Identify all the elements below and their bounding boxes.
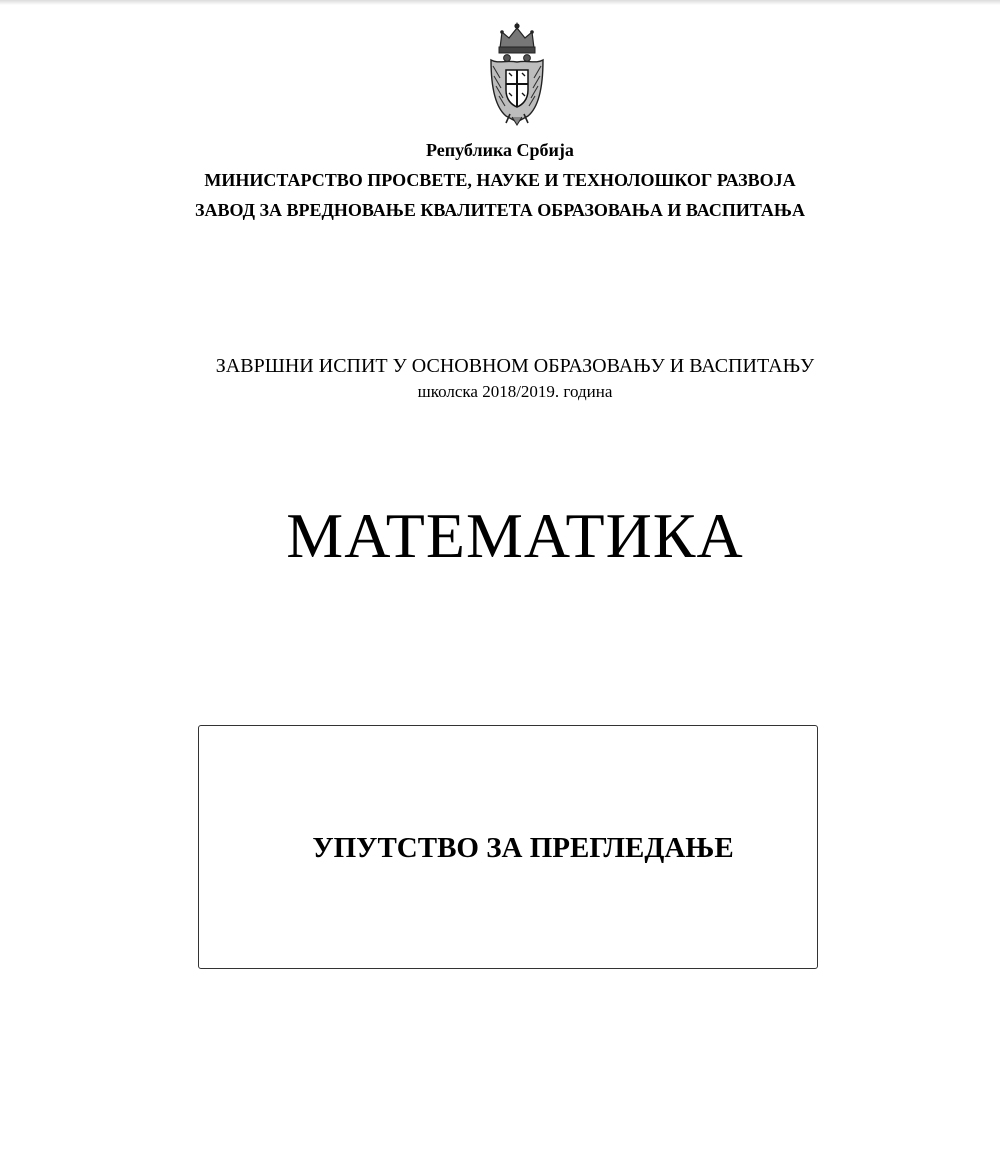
- serbian-coat-of-arms-icon: [486, 22, 548, 126]
- school-year: школска 2018/2019. година: [417, 382, 613, 401]
- ministry-name: МИНИСТАРСТВО ПРОСВЕТЕ, НАУКЕ И ТЕХНОЛОШКОГ РАЗВОЈА: [204, 170, 796, 190]
- instructions-box: [198, 725, 818, 969]
- exam-title: ЗАВРШНИ ИСПИТ У ОСНОВНОМ ОБРАЗОВАЊУ И ВАСПИТАЊУ: [215, 355, 815, 377]
- instructions-label: УПУТСТВО ЗА ПРЕГЛЕДАЊЕ: [312, 832, 734, 864]
- institute-name: ЗАВОД ЗА ВРЕДНОВАЊЕ КВАЛИТЕТА ОБРАЗОВАЊА И ВАСПИТАЊА: [195, 200, 805, 220]
- country-name: Република Србија: [426, 140, 574, 160]
- page-top-shadow: [0, 0, 1000, 5]
- subject-title: МАТЕМАТИКА: [286, 500, 744, 571]
